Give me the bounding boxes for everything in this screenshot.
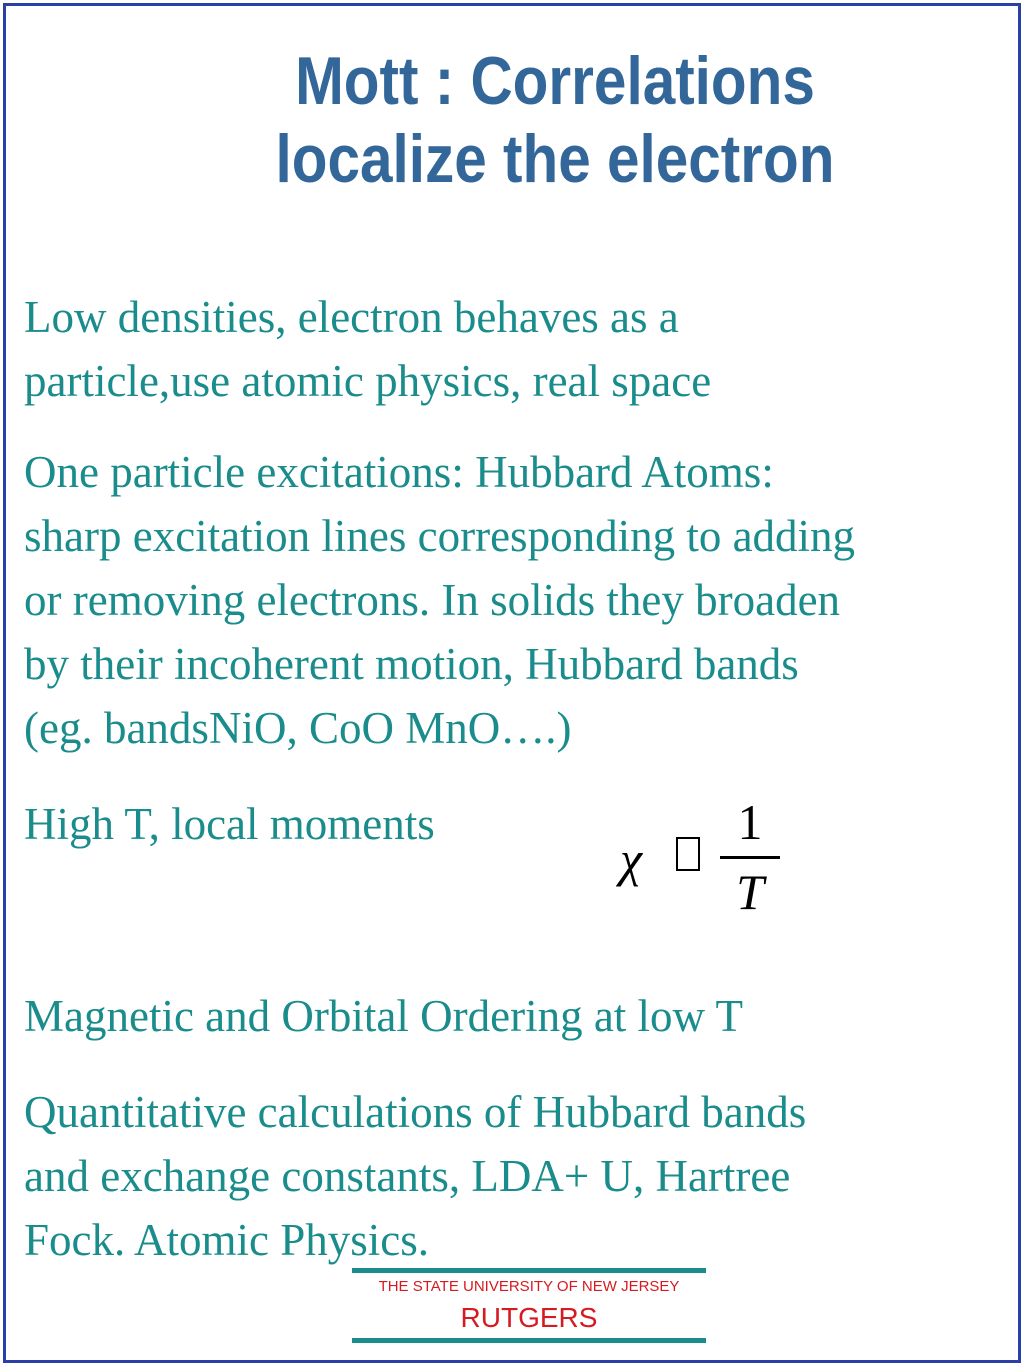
text-line: or removing electrons. In solids they broaden [24, 575, 841, 625]
fraction-bar [720, 856, 780, 859]
text-line: Quantitative calculations of Hubbard bands [24, 1087, 807, 1137]
text-line: and exchange constants, LDA+ U, Hartree [24, 1151, 791, 1201]
paragraph-magnetic-ordering [24, 984, 743, 1048]
paragraph-quantitative-calculations [24, 1080, 806, 1272]
text-line: Fock. Atomic Physics. [24, 1215, 430, 1265]
title-line-2: localize the electron [275, 121, 835, 197]
logo-university-line: THE STATE UNIVERSITY OF NEW JERSEY [378, 1278, 680, 1295]
title-line-1: Mott : Correlations [295, 43, 815, 119]
text-line: Low densities, electron behaves as a [24, 292, 679, 342]
text-line: Magnetic and Orbital Ordering at low T [24, 991, 743, 1041]
slide-title [207, 42, 904, 198]
formula-chi: χ [620, 831, 642, 887]
paragraph-one-particle-excitations [24, 440, 855, 760]
formula-denominator: T [736, 864, 764, 920]
text-line: (eg. bandsNiO, CoO MnO….) [24, 703, 572, 753]
text-line: sharp excitation lines corresponding to adding [24, 511, 856, 561]
logo-rutgers-wordmark: RUTGERS [460, 1302, 598, 1333]
paragraph-low-densities [24, 285, 711, 413]
text-line: particle,use atomic physics, real space [24, 356, 712, 406]
text-line: High T, local moments [24, 799, 435, 849]
rutgers-logo [352, 1268, 706, 1346]
text-line: by their incoherent motion, Hubbard bands [24, 639, 799, 689]
text-line: One particle excitations: Hubbard Atoms: [24, 447, 774, 497]
susceptibility-formula [620, 795, 780, 925]
missing-glyph-icon [676, 837, 700, 871]
formula-numerator: 1 [737, 794, 763, 850]
logo-top-rule [352, 1268, 706, 1273]
logo-bottom-rule [352, 1338, 706, 1343]
paragraph-high-t [24, 792, 435, 856]
